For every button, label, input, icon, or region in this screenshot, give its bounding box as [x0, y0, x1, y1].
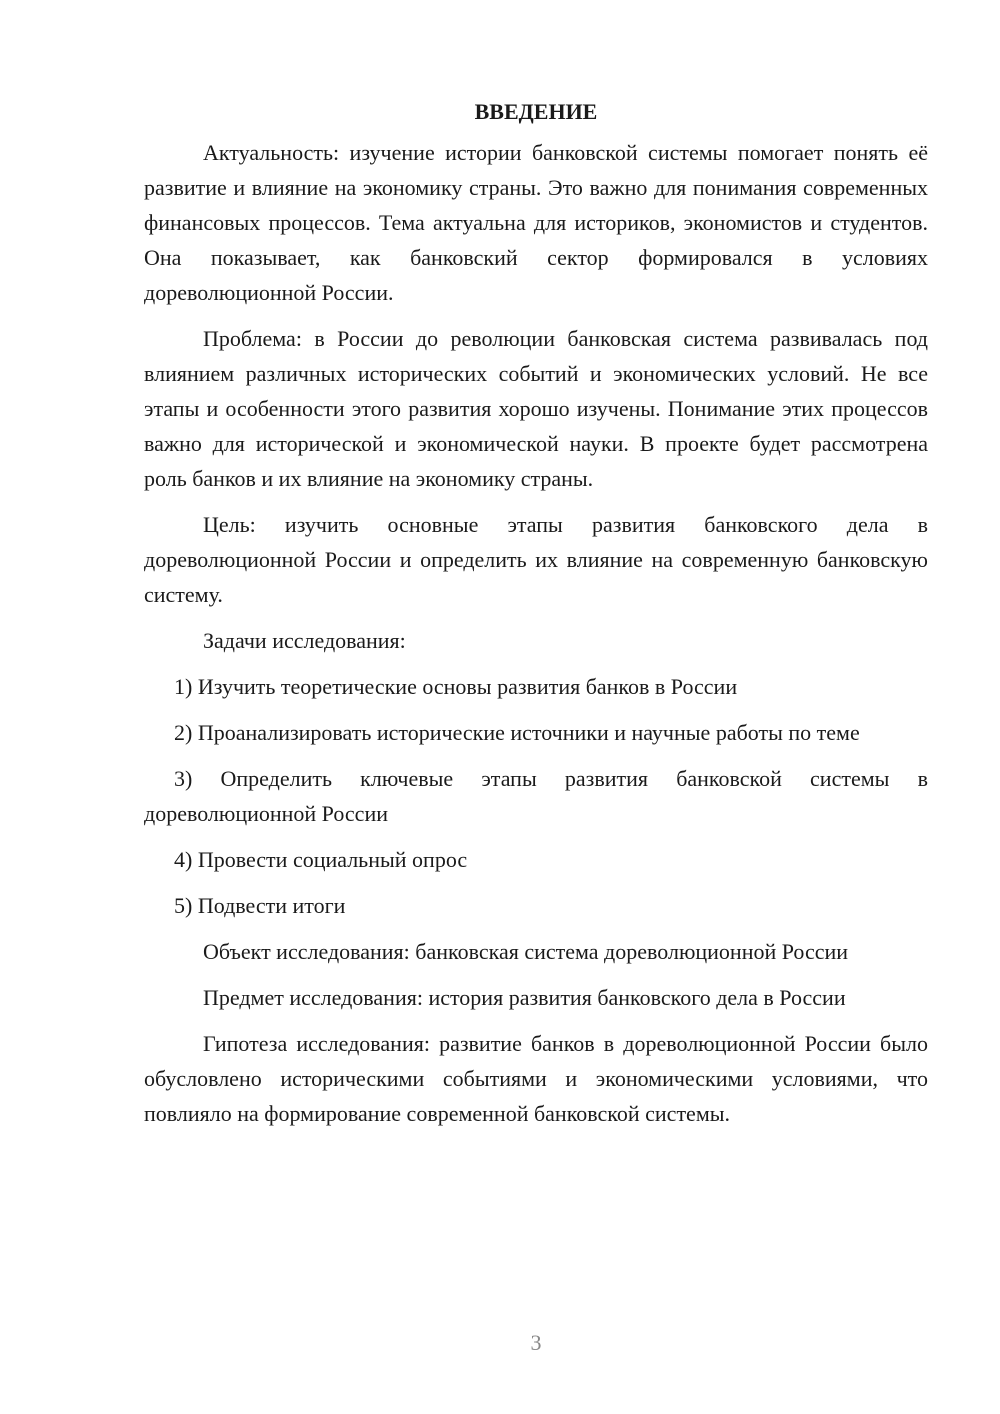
tasks-list [144, 669, 928, 923]
task-item-5: 5) Подвести итоги [174, 893, 346, 918]
task-item-4: 4) Провести социальный опрос [174, 847, 468, 872]
section-title: ВВЕДЕНИЕ [474, 99, 598, 124]
document-page [144, 94, 928, 1142]
task-item-3: 3) Определить ключевые этапы развития банковской системы в дореволюционной России [144, 766, 928, 826]
subject-paragraph: Предмет исследования: история развития банковского дела в России [203, 985, 846, 1010]
hypothesis-paragraph: Гипотеза исследования: развитие банков в дореволюционной России было обусловлено историческими событиями и экономическими условиями, что повлияло на формирование современной банковской системы. [144, 1031, 928, 1126]
tasks-heading: Задачи исследования: [203, 628, 406, 653]
relevance-paragraph: Актуальность: изучение истории банковской системы помогает понять её развитие и влияние на экономику страны. Это важно для понимания современных финансовых процессов. Тема актуальна для историков, экономистов и студентов. Она показывает, как банковский сектор формировался в условиях дореволюционной России. [144, 140, 928, 305]
problem-paragraph: Проблема: в России до революции банковская система развивалась под влиянием различных исторических событий и экономических условий. Не все этапы и особенности этого развития хорошо изучены. Понимание этих процессов важно для исторической и экономической науки. В проекте будет рассмотрена роль банков и их влияние на экономику страны. [144, 326, 928, 491]
object-paragraph: Объект исследования: банковская система дореволюционной России [203, 939, 849, 964]
page-number: 3 [530, 1330, 542, 1355]
task-item-2: 2) Проанализировать исторические источники и научные работы по теме [174, 720, 860, 745]
task-item-1: 1) Изучить теоретические основы развития банков в России [174, 674, 738, 699]
goal-paragraph: Цель: изучить основные этапы развития банковского дела в дореволюционной России и определить их влияние на современную банковскую систему. [144, 512, 928, 607]
